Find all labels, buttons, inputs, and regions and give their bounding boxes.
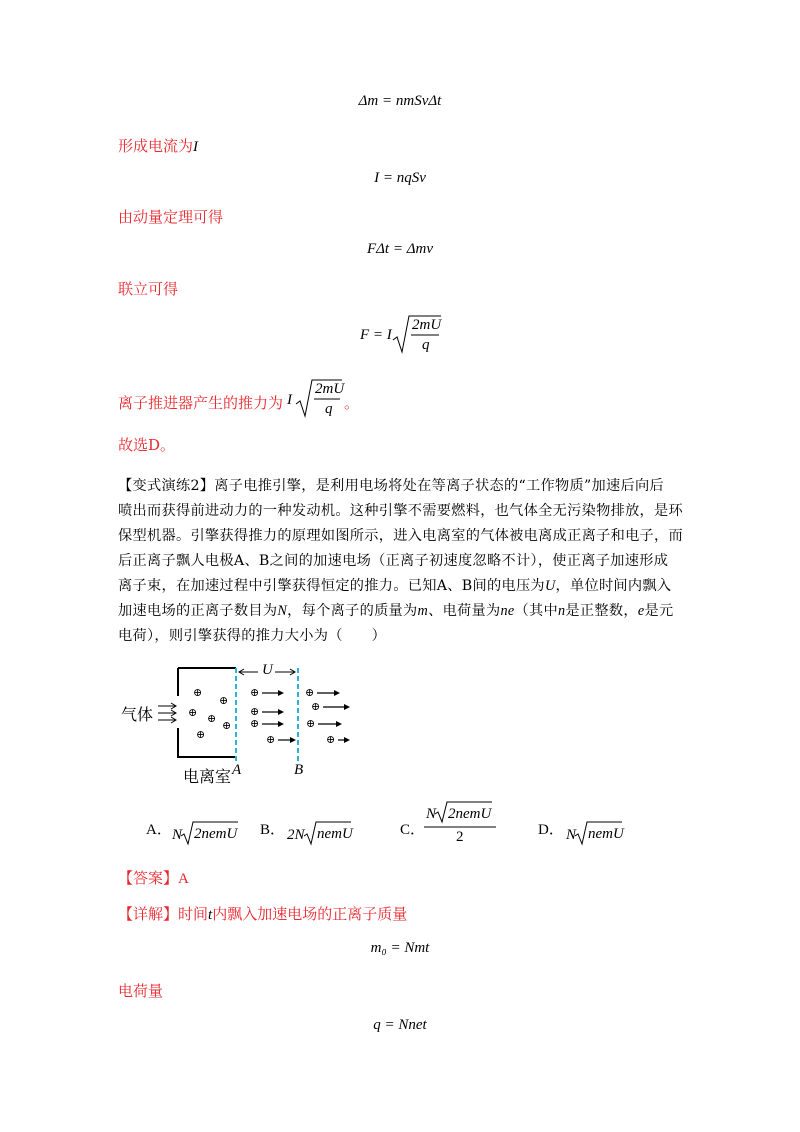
text-conclusion: 离子推进器产生的推力为 <box>118 394 284 412</box>
ion-symbol: ⊕ <box>207 712 217 725</box>
problem-line-6-c: ，每个离子的质量为 <box>287 603 418 619</box>
var-e: e <box>637 603 645 619</box>
figure-drawing <box>118 662 368 787</box>
problem-line-5-c: ，单位时间内飘入 <box>555 578 672 594</box>
ion-symbol: ⊕ <box>311 700 321 713</box>
conclusion-num: 2mU <box>315 381 345 397</box>
problem-line-2: 喷出而获得前进动力的一种发动机。这种引擎不需要燃料，也气体全无污染物排放，是环 <box>118 503 684 519</box>
label-chamber: 电离室 <box>183 767 232 786</box>
option-C-den: 2 <box>456 829 464 845</box>
text-current-intro <box>118 135 198 156</box>
option-C-num-coef: N <box>426 806 437 822</box>
label-B: B <box>294 762 304 778</box>
option-B[interactable] <box>260 812 370 858</box>
option-B-coef: 2N <box>287 827 305 843</box>
problem-line-1-text: 离子电推引擎，是利用电场将处在等离子状态的“工作物质”加速后向后 <box>214 478 664 494</box>
label-U: U <box>262 662 273 678</box>
ion-symbol: ⊕ <box>306 717 316 730</box>
text-momentum-theorem: 由动量定理可得 <box>118 208 224 226</box>
conclusion-I: I <box>287 392 292 408</box>
option-C-rad: 2nemU <box>448 806 492 822</box>
option-A-coef: N <box>172 827 183 843</box>
equation-momentum: FΔt = Δmv <box>366 241 434 257</box>
problem-line-1 <box>118 474 688 499</box>
option-D-rad: nemU <box>588 826 624 842</box>
equation-force-num: 2mU <box>412 317 442 333</box>
detail-text-a: 时间 <box>178 905 209 923</box>
ion-symbol: ⊕ <box>196 728 206 741</box>
equation-charge: q = Nnet <box>373 1017 427 1033</box>
var-ne: ne <box>500 603 515 619</box>
option-D-label: D． <box>538 822 564 838</box>
equation-current: I = nqSv <box>374 170 426 186</box>
label-A: A <box>232 762 242 778</box>
problem-line-7: 电荷），则引擎获得的推力大小为（ ） <box>118 628 387 644</box>
answer-line <box>118 867 189 888</box>
ion-symbol: ⊕ <box>250 705 260 718</box>
problem-line-4: 后正离子飘人电极A、B之间的加速电场（正离子初速度忽略不计），使正离子加速形成 <box>118 553 669 569</box>
equation-mass: Δm = nmSvΔt <box>358 93 442 109</box>
option-A-label: A． <box>146 822 172 838</box>
var-N: N <box>277 603 288 619</box>
problem-line-6-k: 是元 <box>644 603 674 619</box>
problem-tag: 【变式演练2】 <box>118 478 215 494</box>
ion-symbol: ⊕ <box>305 686 315 699</box>
equation-force-lhs: F = I <box>360 327 392 343</box>
option-C-label: C． <box>400 822 426 838</box>
ion-symbol: ⊕ <box>193 686 203 699</box>
ion-symbol: ⊕ <box>188 706 198 719</box>
label-gas: 气体 <box>121 705 154 724</box>
conclusion-den: q <box>325 401 333 417</box>
problem-line-3: 保型机器。引擎获得推力的原理如图所示，进入电离室的气体被电离成正离子和电子，而 <box>118 528 684 544</box>
var-U: U <box>544 578 556 594</box>
detail-text-b: 内飘入加速电场的正离子质量 <box>212 905 408 923</box>
var-n: n <box>558 603 566 619</box>
option-D[interactable] <box>538 812 648 858</box>
var-I: I <box>193 139 199 155</box>
equation-force-den: q <box>422 337 430 353</box>
ion-symbol: ⊕ <box>219 694 229 707</box>
ion-symbol: ⊕ <box>250 686 260 699</box>
option-C[interactable] <box>400 806 510 858</box>
ion-symbol: ⊕ <box>266 733 276 746</box>
text-choose: 故选D。 <box>118 436 176 454</box>
detail-tag: 【详解】 <box>118 905 179 923</box>
text-current-label: 形成电流为 <box>118 137 194 155</box>
problem-line-6-g: （其中 <box>514 603 558 619</box>
ion-engine-figure <box>118 662 368 787</box>
option-A[interactable] <box>146 812 256 858</box>
option-D-coef: N <box>566 827 577 843</box>
problem-line-6-a: 加速电场的正离子数目为 <box>118 603 278 619</box>
answer-value: A <box>178 871 189 887</box>
detail-line <box>118 903 407 924</box>
problem-line-6 <box>118 599 688 624</box>
option-B-label: B． <box>260 822 286 838</box>
option-B-rad: nemU <box>317 826 353 842</box>
text-combine: 联立可得 <box>118 280 179 298</box>
ion-symbol: ⊕ <box>326 733 336 746</box>
answer-tag: 【答案】 <box>118 869 179 887</box>
options-row <box>146 806 686 858</box>
var-m: m <box>417 603 429 619</box>
conclusion-period: 。 <box>344 394 360 412</box>
equation-force <box>360 314 480 356</box>
problem-line-6-e: 、电荷量为 <box>428 603 501 619</box>
equation-ion-mass: m₀ = Nmt <box>370 940 430 956</box>
text-charge: 电荷量 <box>118 982 164 1000</box>
problem-line-6-i: 是正整数， <box>565 603 638 619</box>
ion-symbol: ⊕ <box>222 719 232 732</box>
var-t: t <box>208 907 213 923</box>
problem-line-5-a: 离子束，在加速过程中引擎获得恒定的推力。已知A、B间的电压为 <box>118 578 545 594</box>
ion-symbol: ⊕ <box>250 717 260 730</box>
option-A-rad: 2nemU <box>194 826 238 842</box>
problem-paragraph <box>118 474 688 649</box>
problem-line-5 <box>118 574 688 599</box>
